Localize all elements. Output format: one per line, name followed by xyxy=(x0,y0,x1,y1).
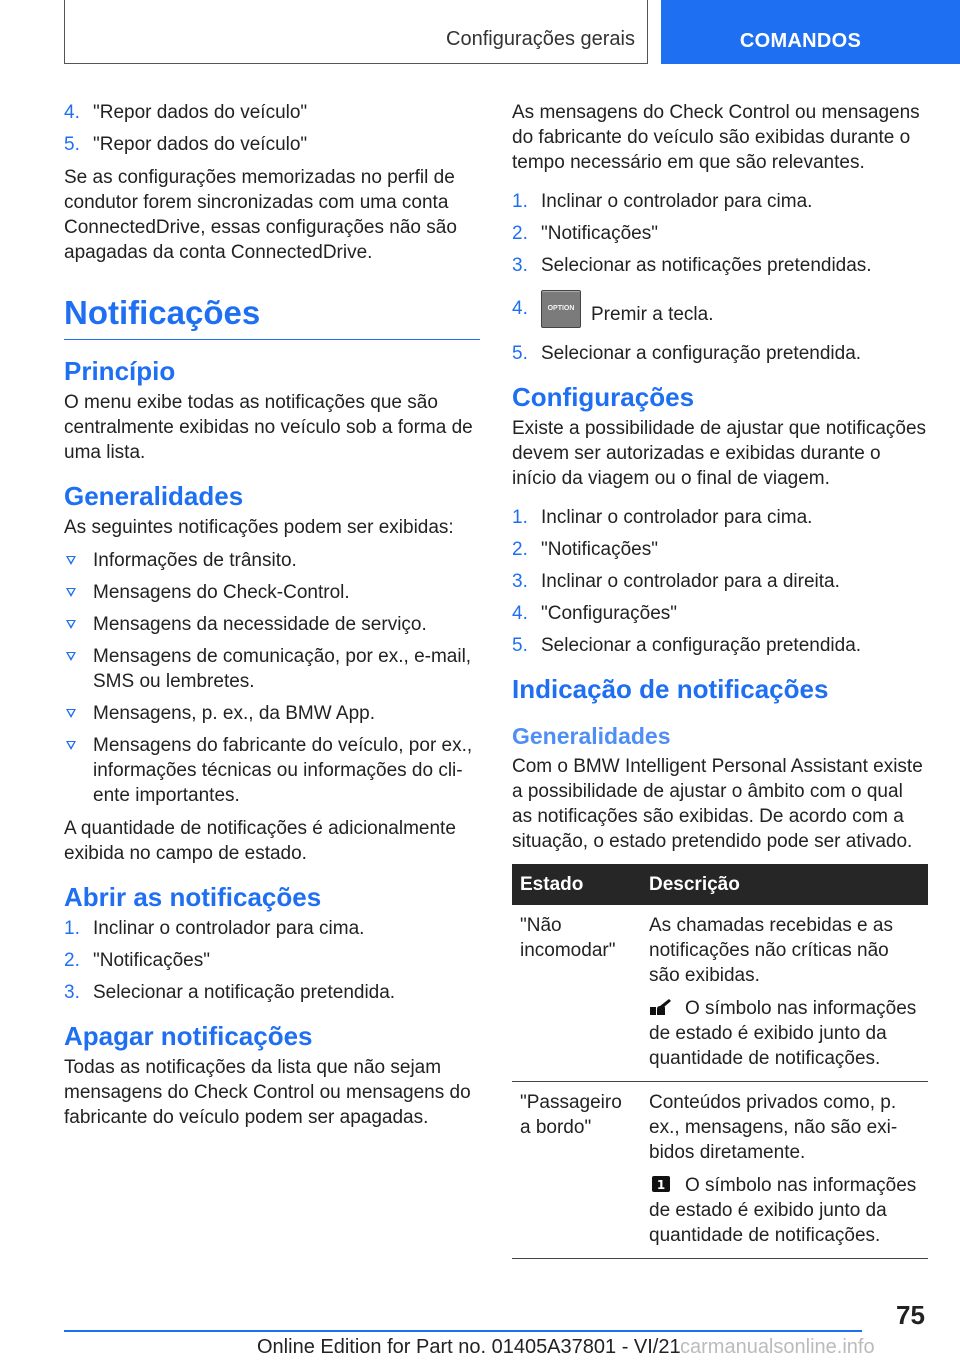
list-item xyxy=(64,100,480,125)
right-column xyxy=(512,100,928,1259)
abrir-heading: Abrir as notificações xyxy=(64,882,322,912)
header-section-title: Configurações gerais xyxy=(446,28,635,50)
bullet-triangle-icon xyxy=(66,741,76,750)
list-item: Mensagens do Check-Control. xyxy=(64,580,480,605)
step-number: 2. xyxy=(512,223,528,244)
left-column xyxy=(64,100,480,1138)
header-chapter-tab xyxy=(661,0,960,64)
generalidades-intro: As seguintes notificações podem ser exibidas: xyxy=(64,517,454,538)
apagar-heading: Apagar notificações xyxy=(64,1021,313,1051)
step-number: 5. xyxy=(512,635,528,656)
step-number: 1. xyxy=(512,507,528,528)
do-not-disturb-icon xyxy=(649,998,673,1016)
bullet-triangle-icon xyxy=(66,652,76,661)
bullet-triangle-icon xyxy=(66,556,76,565)
bullet-triangle-icon xyxy=(66,620,76,629)
description-cell: As chamadas recebidas e as notificações não críticas não são exibidas. O símbolo nas informações de estado é exibido junto da quantidade de notificações. xyxy=(641,905,928,1082)
configuracoes-heading: Configurações xyxy=(512,382,695,412)
page-number: 75 xyxy=(896,1300,925,1330)
table-header-estado: Estado xyxy=(512,864,641,905)
passenger-icon xyxy=(649,1175,673,1193)
generalidades-heading: Generalidades xyxy=(64,481,244,511)
step-text: "Repor dados do veículo" xyxy=(93,134,308,155)
principio-heading: Princípio xyxy=(64,356,176,386)
table-header-descricao: Descrição xyxy=(641,864,928,905)
list-item: Mensagens de comunicação, por ex., e-mail, SMS ou lembretes. xyxy=(64,644,480,694)
list-item: 1. Inclinar o controlador para cima. xyxy=(512,191,813,212)
step-number: 3. xyxy=(512,571,528,592)
principio-text: O menu exibe todas as notificações que são centralmente exibidas no veículo sob a forma de uma lista. xyxy=(64,392,473,463)
list-item: 1. Inclinar o controlador para cima. xyxy=(512,507,813,528)
list-item: 4. OPTION Premir a tecla. xyxy=(512,296,928,334)
step-number: 2. xyxy=(512,539,528,560)
notification-types-list xyxy=(64,548,480,808)
list-item: 2. "Notificações" xyxy=(512,539,658,560)
step-number: 5. xyxy=(512,343,528,364)
state-cell: "Não incomodar" xyxy=(512,905,641,1082)
list-item: Mensagens do fabricante do veículo, por ex., informações técnicas ou informações do cliente importantes. xyxy=(64,733,480,808)
description-cell: Conteúdos privados como, p. ex., mensagens, não são exibidos diretamente. 1 O símbolo nas informações de estado é exibido junto da quantidade de notificações. xyxy=(641,1082,928,1259)
abrir-steps-list xyxy=(64,916,480,1005)
reset-steps-list xyxy=(64,100,480,157)
list-item xyxy=(64,132,480,157)
step-number: 3. xyxy=(512,255,528,276)
generalidades-outro: A quantidade de notificações é adicionalmente exibida no campo de estado. xyxy=(64,818,456,864)
footer-edition: Online Edition for Part no. 01405A37801 - VI/21 xyxy=(257,1336,681,1358)
sync-paragraph: Se as configurações memorizadas no perfil de condutor forem sincronizadas com uma conta ConnectedDrive, essas configurações não são apagadas da conta ConnectedDrive. xyxy=(64,167,457,263)
table-row xyxy=(512,1082,928,1259)
apagar-text: Todas as notificações da lista que não sejam mensagens do Check Control ou mensagens do fabricante do veículo podem ser apagadas. xyxy=(64,1057,471,1128)
step-number: 3. xyxy=(64,982,80,1003)
check-control-intro: As mensagens do Check Control ou mensagens do fabricante do veículo são exibidas durante o tempo necessário em que são relevantes. xyxy=(512,102,920,173)
step-number: 2. xyxy=(64,950,80,971)
list-item: 1. Inclinar o controlador para cima. xyxy=(64,918,365,939)
table-row xyxy=(512,905,928,1082)
header-section-box xyxy=(64,0,648,64)
step-number: 4. xyxy=(512,603,528,624)
step-number: 4. xyxy=(64,102,80,123)
svg-text:1: 1 xyxy=(656,1177,666,1192)
step-number: 4. xyxy=(512,298,528,319)
list-item: 3. Selecionar as notificações pretendidas. xyxy=(512,255,872,276)
step-number: 1. xyxy=(512,191,528,212)
list-item: 2. "Notificações" xyxy=(64,950,210,971)
step-number: 1. xyxy=(64,918,80,939)
indicacao-text: Com o BMW Intelligent Personal Assistant existe a possibilidade de ajustar o âmbito com o qual as notificações são exibidas. De acordo com a situação, o estado pretendido pode ser ativado. xyxy=(512,756,923,852)
list-item: Informações de trânsito. xyxy=(64,548,480,573)
list-item: 4. "Configurações" xyxy=(512,603,678,624)
settings-steps-list xyxy=(512,189,928,366)
option-key-icon: OPTION xyxy=(541,290,581,328)
list-item: 2. "Notificações" xyxy=(512,223,658,244)
indicacao-subheading: Generalidades xyxy=(512,723,671,749)
footer-divider xyxy=(64,1330,862,1332)
configuracoes-text: Existe a possibilidade de ajustar que notificações devem ser autorizadas e exibidas durante o início da viagem ou o final de viagem. xyxy=(512,418,927,489)
state-cell: "Passageiro a bordo" xyxy=(512,1082,641,1259)
list-item: 3. Selecionar a notificação pretendida. xyxy=(64,982,396,1003)
list-item: Mensagens, p. ex., da BMW App. xyxy=(64,701,480,726)
bullet-triangle-icon xyxy=(66,588,76,597)
page-title: Notificações xyxy=(64,291,480,340)
indicacao-heading: Indicação de notificações xyxy=(512,674,829,704)
configuracoes-steps-list xyxy=(512,505,928,658)
list-item: 5. Selecionar a configuração pretendida. xyxy=(512,343,862,364)
footer-watermark: carmanualsonline.info xyxy=(680,1336,875,1358)
list-item: Mensagens da necessidade de serviço. xyxy=(64,612,480,637)
bullet-triangle-icon xyxy=(66,709,76,718)
list-item: 5. Selecionar a configuração pretendida. xyxy=(512,635,862,656)
step-number: 5. xyxy=(64,134,80,155)
list-item: 3. Inclinar o controlador para a direita. xyxy=(512,571,840,592)
status-table xyxy=(512,864,928,1259)
step-text: "Repor dados do veículo" xyxy=(93,102,308,123)
header-chapter-title: COMANDOS xyxy=(739,30,862,52)
